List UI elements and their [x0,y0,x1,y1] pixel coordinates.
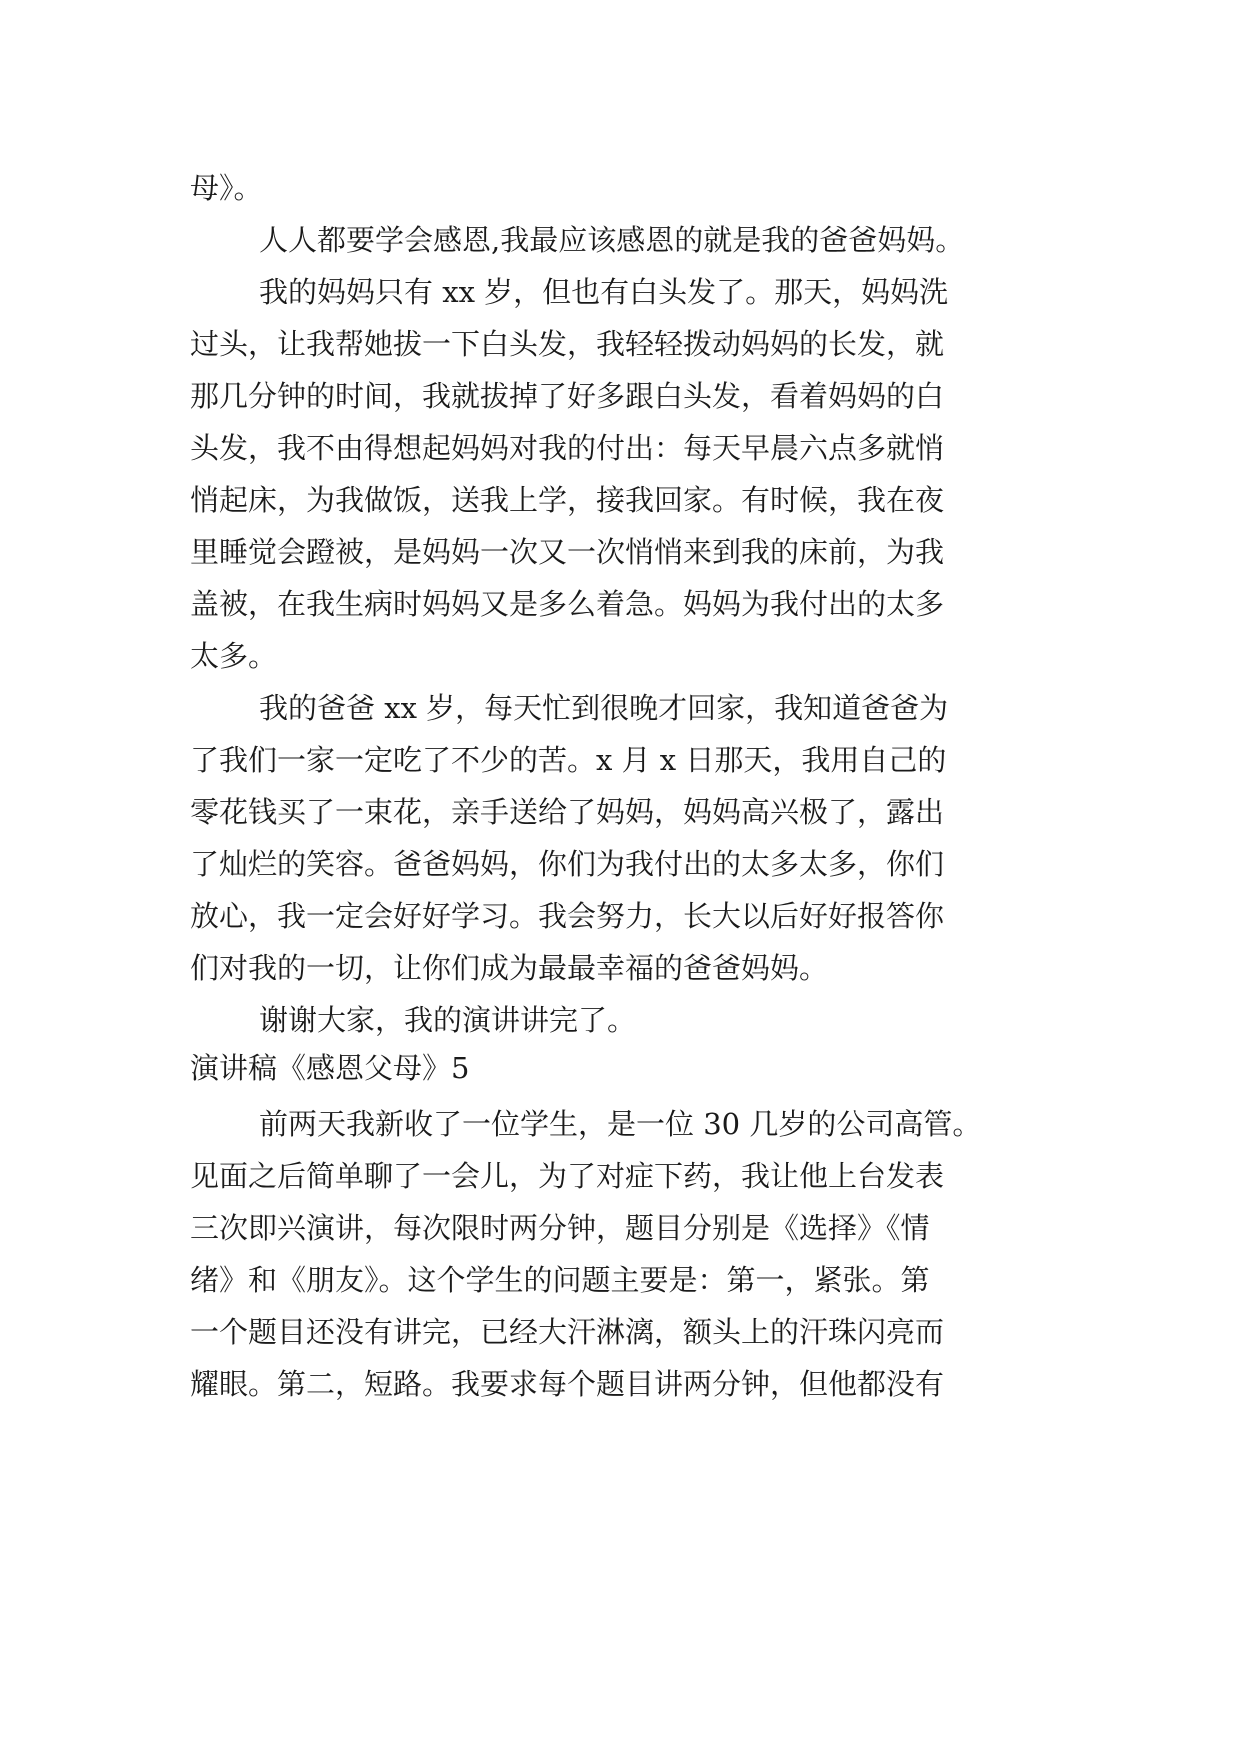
text-line: 里睡觉会蹬被，是妈妈一次又一次悄悄来到我的床前，为我 [190,535,945,569]
text-line: 一个题目还没有讲完，已经大汗淋漓，额头上的汗珠闪亮而 [190,1315,945,1349]
text-line: 零花钱买了一束花，亲手送给了妈妈，妈妈高兴极了，露出 [190,795,945,829]
text-line: 绪》和《朋友》。这个学生的问题主要是：第一，紧张。第 [190,1263,930,1297]
text-line: 放心，我一定会好好学习。我会努力，长大以后好好报答你 [190,899,945,933]
text-line: 人人都要学会感恩,我最应该感恩的就是我的爸爸妈妈。 [259,223,965,257]
text-line: 悄起床，为我做饭，送我上学，接我回家。有时候，我在夜 [190,483,945,517]
text-line: 前两天我新收了一位学生，是一位 30 几岁的公司高管。 [259,1107,982,1141]
text-line: 了灿烂的笑容。爸爸妈妈，你们为我付出的太多太多，你们 [190,847,945,881]
text-line: 头发，我不由得想起妈妈对我的付出：每天早晨六点多就悄 [190,431,945,465]
text-line: 耀眼。第二，短路。我要求每个题目讲两分钟，但他都没有 [190,1367,945,1401]
text-line: 三次即兴演讲，每次限时两分钟，题目分别是《选择》《情 [190,1211,930,1245]
text-line: 见面之后简单聊了一会儿，为了对症下药，我让他上台发表 [190,1159,945,1193]
text-line: 了我们一家一定吃了不少的苦。x 月 x 日那天，我用自己的 [190,743,947,777]
text-line: 盖被，在我生病时妈妈又是多么着急。妈妈为我付出的太多 [190,587,945,621]
text-line: 母》。 [190,171,263,205]
text-line: 过头，让我帮她拔一下白头发，我轻轻拨动妈妈的长发，就 [190,327,945,361]
text-line: 我的妈妈只有 xx 岁，但也有白头发了。那天，妈妈洗 [259,275,949,309]
text-line: 太多。 [190,639,278,673]
text-line: 我的爸爸 xx 岁，每天忙到很晚才回家，我知道爸爸为 [259,691,949,725]
text-line: 们对我的一切，让你们成为最最幸福的爸爸妈妈。 [190,951,829,985]
section-heading: 演讲稿《感恩父母》5 [190,1051,470,1085]
text-line: 谢谢大家，我的演讲讲完了。 [259,1003,637,1037]
text-line: 那几分钟的时间，我就拔掉了好多跟白头发，看着妈妈的白 [190,379,945,413]
